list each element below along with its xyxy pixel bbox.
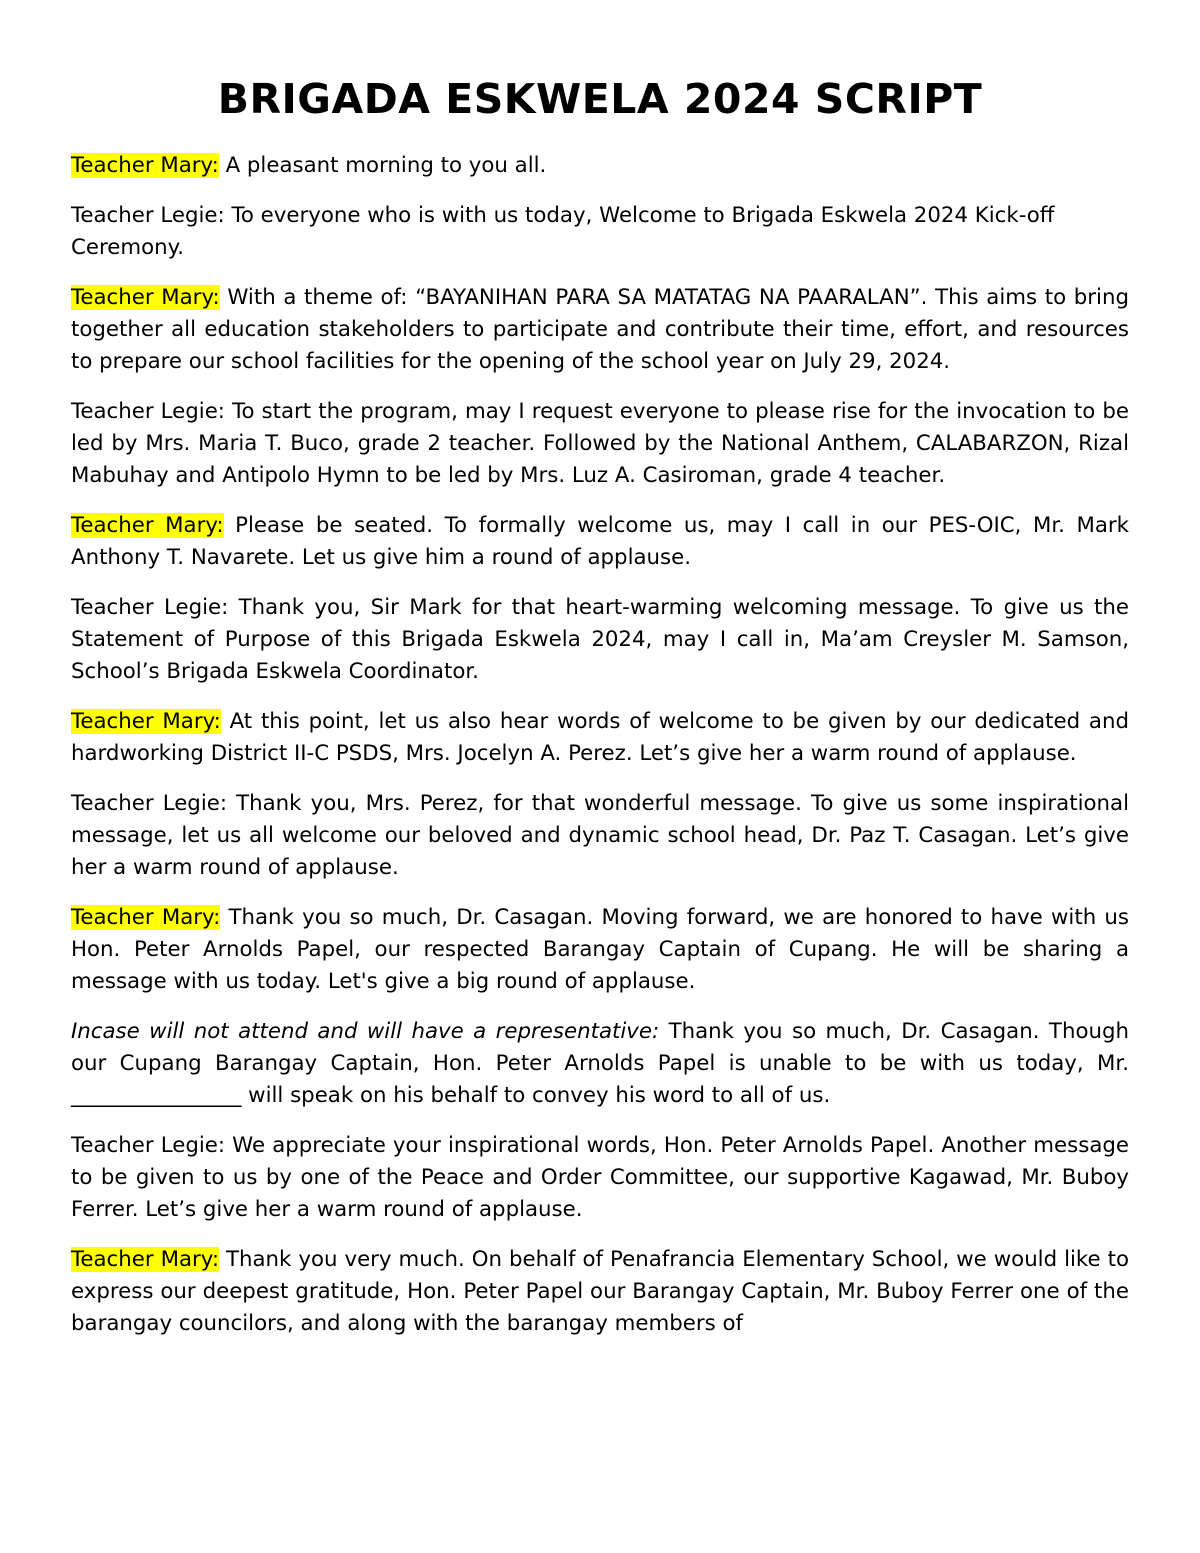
dialogue-text: Thank you so much, Dr. Casagan. Moving forward, we are honored to have with us Hon. Peter Arnolds Papel, our respected Barangay Captain of Cupang. He will be sharing a message with us today. Let's give a big round of applause. [71, 905, 1129, 994]
dialogue-text: To start the program, may I request everyone to please rise for the invocation to be led by Mrs. Maria T. Buco, grade 2 teacher. Followed by the National Anthem, CALABARZON, Rizal Mabuhay and Antipolo Hymn to be led by Mrs. Luz A. Casiroman, grade 4 teacher. [71, 399, 1129, 488]
script-paragraph-6 [71, 592, 1129, 688]
dialogue-text: With a theme of: “BAYANIHAN PARA SA MATATAG NA PAARALAN”. This aims to bring together all education stakeholders to participate and contribute their time, effort, and resources to prepare our school facilities for the opening of the school year on July 29, 2024. [71, 285, 1129, 374]
speaker-label: Teacher Mary: [71, 285, 220, 310]
dialogue-text: To everyone who is with us today, Welcome to Brigada Eskwela 2024 Kick-off Ceremony. [71, 203, 1055, 260]
dialogue-text: Please be seated. To formally welcome us, may I call in our PES-OIC, Mr. Mark Anthony T. Navarete. Let us give him a round of applause. [71, 513, 1129, 570]
speaker-label: Teacher Mary: [71, 709, 221, 734]
script-paragraph-9 [71, 902, 1129, 998]
dialogue-text: Thank you very much. On behalf of Penafrancia Elementary School, we would like to express our deepest gratitude, Hon. Peter Papel our Barangay Captain, Mr. Buboy Ferrer one of the barangay councilors, and along with the barangay members of [71, 1247, 1129, 1336]
document-page [71, 70, 1129, 1358]
script-paragraph-2 [71, 200, 1129, 264]
stage-direction-label: Incase will not attend and will have a representative: [71, 1019, 660, 1044]
dialogue-text: At this point, let us also hear words of welcome to be given by our dedicated and hardworking District II-C PSDS, Mrs. Jocelyn A. Perez. Let’s give her a warm round of applause. [71, 709, 1129, 766]
script-paragraph-5 [71, 510, 1129, 574]
script-paragraph-3 [71, 282, 1129, 378]
script-paragraph-4 [71, 396, 1129, 492]
dialogue-text: Thank you so much, Dr. Casagan. Though our Cupang Barangay Captain, Hon. Peter Arnolds Papel is unable to be with us today, Mr. ________________ will speak on his behalf to convey his word to all of us. [71, 1019, 1129, 1108]
speaker-label: Teacher Legie: [71, 595, 229, 620]
speaker-label: Teacher Mary: [71, 513, 224, 538]
speaker-label: Teacher Legie: [71, 791, 228, 816]
document-title: BRIGADA ESKWELA 2024 SCRIPT [217, 75, 983, 123]
speaker-label: Teacher Mary: [71, 905, 221, 930]
speaker-label: Teacher Legie: [71, 1133, 226, 1158]
script-paragraph-7 [71, 706, 1129, 770]
speaker-label: Teacher Legie: [71, 399, 225, 424]
script-paragraph-1 [71, 150, 1129, 182]
script-paragraph-8 [71, 788, 1129, 884]
dialogue-text: We appreciate your inspirational words, Hon. Peter Arnolds Papel. Another message to be given to us by one of the Peace and Order Committee, our supportive Kagawad, Mr. Buboy Ferrer. Let’s give her a warm round of applause. [71, 1133, 1129, 1222]
script-paragraph-10 [71, 1016, 1129, 1112]
speaker-label: Teacher Mary: [71, 1247, 219, 1272]
speaker-label: Teacher Mary: [71, 153, 219, 178]
script-paragraph-12 [71, 1244, 1129, 1340]
dialogue-text: Thank you, Sir Mark for that heart-warming welcoming message. To give us the Statement of Purpose of this Brigada Eskwela 2024, may I call in, Ma’am Creysler M. Samson, School’s Brigada Eskwela Coordinator. [71, 595, 1129, 684]
script-paragraph-11 [71, 1130, 1129, 1226]
dialogue-text: Thank you, Mrs. Perez, for that wonderful message. To give us some inspirational message, let us all welcome our beloved and dynamic school head, Dr. Paz T. Casagan. Let’s give her a warm round of applause. [71, 791, 1129, 880]
speaker-label: Teacher Legie: [71, 203, 225, 228]
dialogue-text: A pleasant morning to you all. [225, 153, 547, 178]
